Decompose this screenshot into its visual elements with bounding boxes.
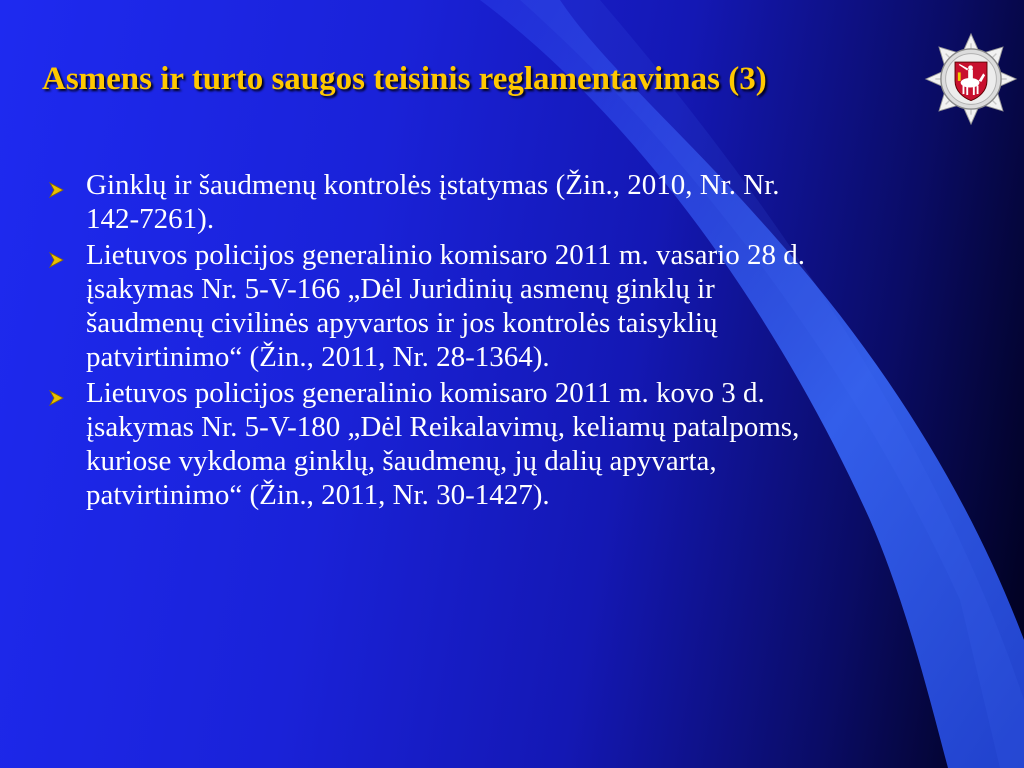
list-item	[48, 376, 948, 512]
bullet-line: patvirtinimo“ (Žin., 2011, Nr. 28-1364).	[86, 341, 550, 373]
list-item	[48, 238, 948, 374]
police-emblem-icon	[924, 32, 1018, 126]
bullet-line: 142-7261).	[86, 203, 215, 235]
arrowhead-bullet-icon	[48, 182, 64, 198]
bullet-line: įsakymas Nr. 5-V-180 „Dėl Reikalavimų, keliamų patalpoms,	[86, 411, 800, 443]
bullet-line: šaudmenų civilinės apyvartos ir jos kontrolės taisyklių	[86, 307, 718, 339]
bullet-line: Lietuvos policijos generalinio komisaro 2011 m. kovo 3 d.	[86, 377, 765, 409]
slide-title: Asmens ir turto saugos teisinis reglamentavimas (3)	[42, 61, 767, 97]
list-item	[48, 168, 948, 236]
arrowhead-bullet-icon	[48, 252, 64, 268]
bullet-line: kuriose vykdoma ginklų, šaudmenų, jų dalių apyvarta,	[86, 445, 717, 477]
arrowhead-bullet-icon	[48, 390, 64, 406]
bullet-list	[48, 168, 948, 514]
bullet-line: Lietuvos policijos generalinio komisaro 2011 m. vasario 28 d.	[86, 239, 805, 271]
bullet-line: Ginklų ir šaudmenų kontrolės įstatymas (Žin., 2010, Nr. Nr.	[86, 169, 780, 201]
bullet-line: patvirtinimo“ (Žin., 2011, Nr. 30-1427).	[86, 479, 550, 511]
bullet-line: įsakymas Nr. 5-V-166 „Dėl Juridinių asmenų ginklų ir	[86, 273, 715, 305]
